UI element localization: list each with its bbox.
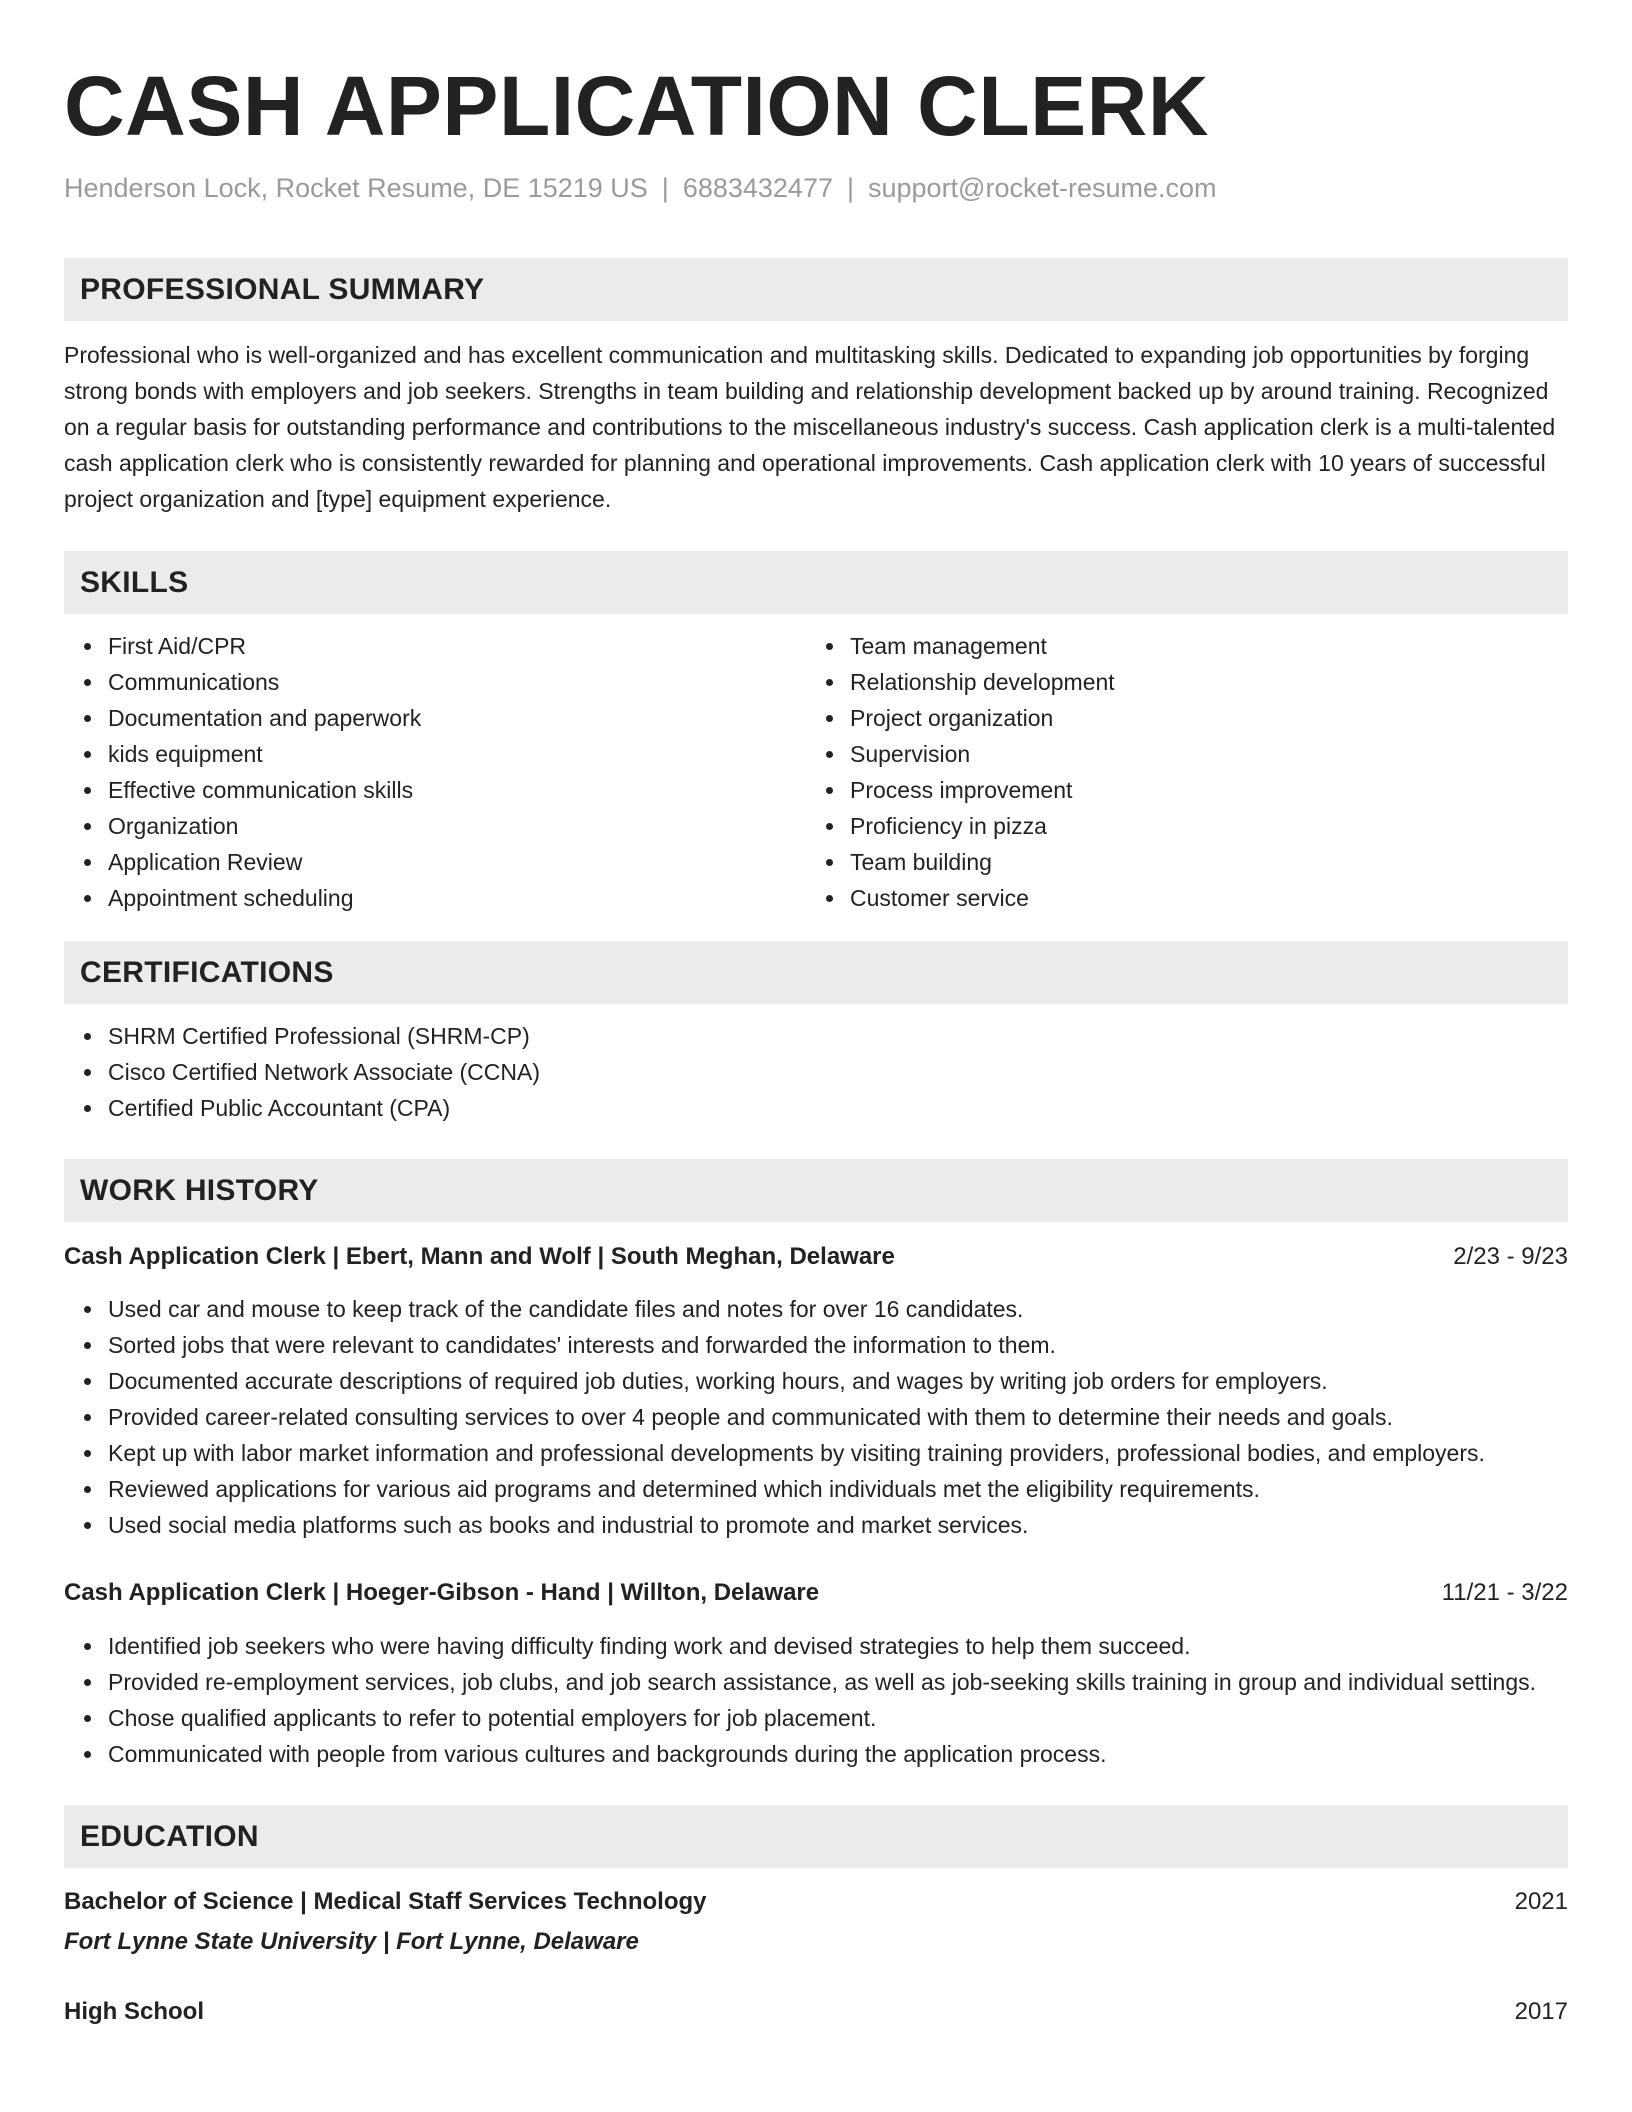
education-entry bbox=[64, 1884, 1568, 1960]
education-entry bbox=[64, 1994, 1568, 2030]
job-duty: Provided re-employment services, job clubs, and job search assistance, as well as job-seeking skills training in group and individual settings. bbox=[108, 1664, 1568, 1700]
job-duties-list bbox=[64, 1628, 1568, 1772]
summary-text: Professional who is well-organized and has excellent communication and multitasking skills. Dedicated to expanding job opportunities by forging strong bonds with employers and job seekers. Strengths in team building and relationship development backed up by around training. Recognized on a regular basis for outstanding performance and contributions to the miscellaneous industry's success. Cash application clerk is a multi-talented cash application clerk who is consistently rewarded for planning and operational improvements. Cash application clerk with 10 years of successful project organization and [type] equipment experience. bbox=[64, 342, 1556, 512]
education-degree: High School bbox=[64, 1998, 204, 2025]
section-header-summary: PROFESSIONAL SUMMARY bbox=[64, 258, 1568, 321]
job-duty: Provided career-related consulting services to over 4 people and communicated with them to determine their needs and goals. bbox=[108, 1399, 1568, 1435]
candidate-name: CASH APPLICATION CLERK bbox=[64, 59, 1209, 153]
skill-item: kids equipment bbox=[108, 736, 806, 772]
skills-grid bbox=[64, 628, 1568, 916]
job-entry bbox=[64, 1239, 1568, 1543]
education-year: 2017 bbox=[1514, 1998, 1568, 2025]
section-header-education: EDUCATION bbox=[64, 1805, 1568, 1868]
job-title: Cash Application Clerk | Hoeger-Gibson - Hand | Willton, Delaware bbox=[64, 1579, 820, 1606]
skill-item: Communications bbox=[108, 664, 806, 700]
contact-separator: | bbox=[846, 173, 854, 203]
job-duties-list bbox=[64, 1291, 1568, 1543]
job-duty: Communicated with people from various cultures and backgrounds during the application process. bbox=[108, 1736, 1568, 1772]
education-header bbox=[64, 1994, 1568, 2030]
job-dates: 2/23 - 9/23 bbox=[1453, 1243, 1568, 1270]
skill-item: Appointment scheduling bbox=[108, 880, 806, 916]
job-header bbox=[64, 1239, 1568, 1275]
education-degree: Bachelor of Science | Medical Staff Services Technology bbox=[64, 1888, 707, 1915]
skills-list-left bbox=[64, 628, 806, 916]
skill-item: First Aid/CPR bbox=[108, 628, 806, 664]
job-entry bbox=[64, 1575, 1568, 1772]
job-duty: Reviewed applications for various aid programs and determined which individuals met the eligibility requirements. bbox=[108, 1471, 1568, 1507]
education-school: Fort Lynne State University | Fort Lynne, Delaware bbox=[64, 1928, 639, 1955]
skill-item: Supervision bbox=[850, 736, 1548, 772]
contact-line bbox=[64, 170, 1568, 206]
skills-column-right bbox=[806, 628, 1548, 916]
contact-address: Henderson Lock, Rocket Resume, DE 15219 US bbox=[64, 173, 648, 203]
skill-item: Proficiency in pizza bbox=[850, 808, 1548, 844]
job-duty: Kept up with labor market information and professional developments by visiting training providers, professional bodies, and employers. bbox=[108, 1435, 1568, 1471]
skill-item: Customer service bbox=[850, 880, 1548, 916]
skill-item: Process improvement bbox=[850, 772, 1548, 808]
resume-page bbox=[64, 0, 1568, 2030]
education-header bbox=[64, 1884, 1568, 1920]
certification-item: Certified Public Accountant (CPA) bbox=[108, 1090, 1568, 1126]
skill-item: Team building bbox=[850, 844, 1548, 880]
skills-list-right bbox=[806, 628, 1548, 916]
job-duty: Chose qualified applicants to refer to potential employers for job placement. bbox=[108, 1700, 1568, 1736]
skill-item: Organization bbox=[108, 808, 806, 844]
skill-item: Effective communication skills bbox=[108, 772, 806, 808]
job-title: Cash Application Clerk | Ebert, Mann and Wolf | South Meghan, Delaware bbox=[64, 1243, 895, 1270]
skill-item: Team management bbox=[850, 628, 1548, 664]
job-header bbox=[64, 1575, 1568, 1611]
skill-item: Documentation and paperwork bbox=[108, 700, 806, 736]
section-header-skills: SKILLS bbox=[64, 551, 1568, 614]
contact-separator: | bbox=[661, 173, 669, 203]
contact-email: support@rocket-resume.com bbox=[868, 173, 1217, 203]
job-duty: Documented accurate descriptions of required job duties, working hours, and wages by writing job orders for employers. bbox=[108, 1363, 1568, 1399]
skill-item: Project organization bbox=[850, 700, 1548, 736]
skills-column-left bbox=[64, 628, 806, 916]
certification-item: SHRM Certified Professional (SHRM-CP) bbox=[108, 1018, 1568, 1054]
job-duty: Sorted jobs that were relevant to candidates' interests and forwarded the information to them. bbox=[108, 1327, 1568, 1363]
certification-item: Cisco Certified Network Associate (CCNA) bbox=[108, 1054, 1568, 1090]
certifications-list bbox=[64, 1018, 1568, 1126]
job-duty: Identified job seekers who were having difficulty finding work and devised strategies to help them succeed. bbox=[108, 1628, 1568, 1664]
skill-item: Relationship development bbox=[850, 664, 1548, 700]
job-duty: Used car and mouse to keep track of the candidate files and notes for over 16 candidates. bbox=[108, 1291, 1568, 1327]
skill-item: Application Review bbox=[108, 844, 806, 880]
education-year: 2021 bbox=[1514, 1888, 1568, 1915]
section-header-work: WORK HISTORY bbox=[64, 1159, 1568, 1222]
section-header-certifications: CERTIFICATIONS bbox=[64, 941, 1568, 1004]
contact-phone: 6883432477 bbox=[682, 173, 833, 203]
job-duty: Used social media platforms such as books and industrial to promote and market services. bbox=[108, 1507, 1568, 1543]
job-dates: 11/21 - 3/22 bbox=[1441, 1579, 1568, 1606]
